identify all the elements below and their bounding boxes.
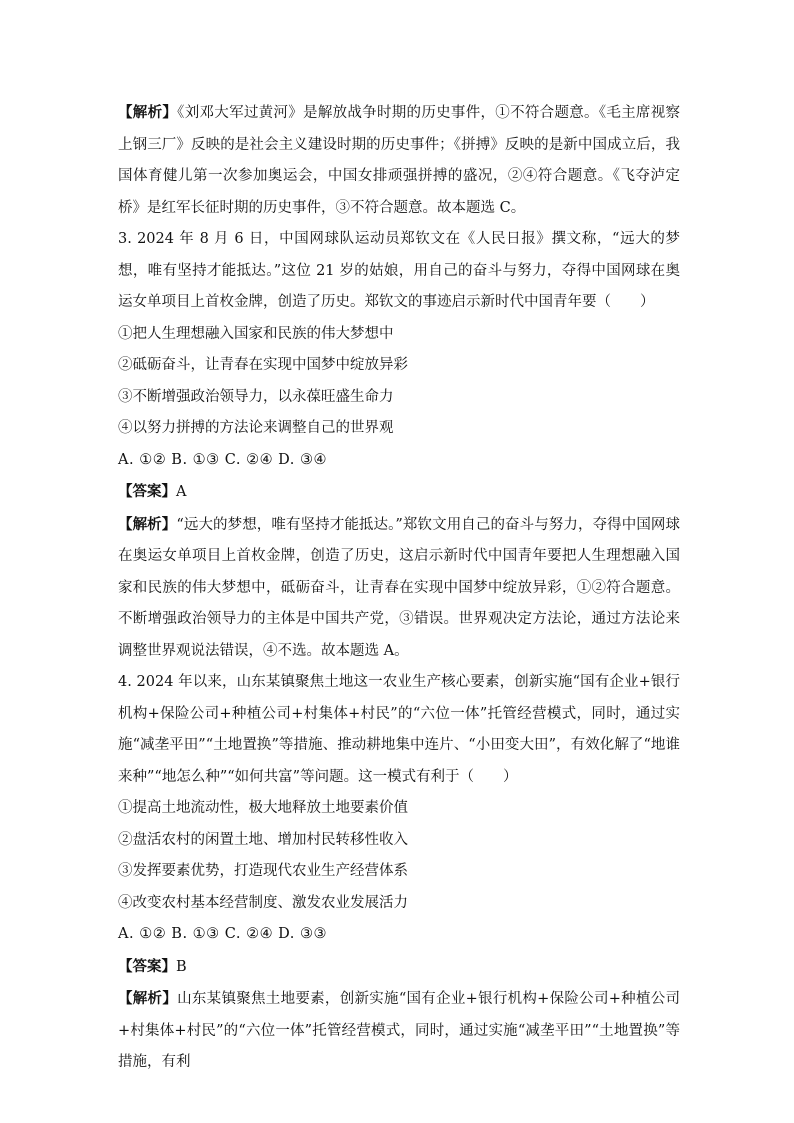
q4-choices: A. ①② B. ①③ C. ②④ D. ③③ (118, 926, 328, 942)
answer-value: B (176, 958, 187, 975)
answer-value: A (176, 484, 187, 500)
q3-analysis (118, 509, 680, 668)
q4-option-1: ①提高土地流动性，极大地释放土地要素价值 (118, 800, 408, 816)
q3-option-1: ①把人生理想融入国家和民族的伟大梦想中 (118, 325, 394, 342)
analysis-q2 (118, 97, 680, 224)
answer-tag: 【答案】 (118, 957, 176, 975)
q3-option-4: ④以努力拼搏的方法论来调整自己的世界观 (118, 420, 394, 436)
answer-tag: 【答案】 (118, 483, 176, 500)
analysis-text: “远大的梦想，唯有坚持才能抵达。”郑钦文用自己的奋斗与努力，夺得中国网球在奥运女单项目上首枚金牌，创造了历史，这启示新时代中国青年要把人生理想融入国家和民族的伟大梦想中，砥砺奋斗，让青春在实现中国梦中绽放异彩，①②符合题意。不断增强政治领导力的主体是中国共产党，③错误。世界观决定方法论，通过方法论来调整世界观说法错误，④不选。故本题选 A。 (118, 516, 681, 659)
q3-option-3: ③不断增强政治领导力，以永葆旺盛生命力 (118, 388, 394, 405)
q4-option-4: ④改变农村基本经营制度、激发农业发展活力 (118, 894, 408, 911)
document-page (118, 97, 680, 1079)
analysis-tag: 【解析】 (118, 104, 178, 121)
q4-analysis (118, 983, 680, 1079)
q3-choices: A. ①② B. ①③ C. ②④ D. ③④ (118, 451, 328, 468)
analysis-tag: 【解析】 (118, 990, 178, 1007)
q4-answer (118, 951, 680, 984)
analysis-text: 《刘邓大军过黄河》是解放战争时期的历史事件，①不符合题意。《毛主席视察上钢三厂》反映的是社会主义建设时期的历史事件；《拼搏》反映的是新中国成立后，我国体育健儿第一次参加奥运会，中国女排顽强拼搏的盛况，②④符合题意。《飞夺泸定桥》是红军长征时期的历史事件，③不符合题意。故本题选 C。 (118, 105, 681, 216)
question-4-stem: 4. 2024 年以来，山东某镇聚焦土地这一农业生产核心要素，创新实施“国有企业+银行机构+保险公司+种植公司+村集体+村民”的“六位一体”托管经营模式，同时，通过实施“减垄平田”“土地置换”等措施、推动耕地集中连片、“小田变大田”，有效化解了“地谁来种”“地怎么种”“如何共富”等问题。这一模式有利于（ ） (118, 674, 680, 785)
q4-option-2: ②盘活农村的闲置土地、增加村民转移性收入 (118, 831, 408, 848)
analysis-tag: 【解析】 (118, 515, 177, 533)
q4-option-3: ③发挥要素优势，打造现代农业生产经营体系 (118, 863, 408, 879)
analysis-text: 山东某镇聚焦土地要素，创新实施“国有企业+银行机构+保险公司+种植公司+村集体+村民”的“六位一体”托管经营模式，同时，通过实施“减垄平田”“土地置换”等措施，有利 (118, 991, 681, 1070)
q3-option-2: ②砥砺奋斗，让青春在实现中国梦中绽放异彩 (118, 357, 408, 373)
question-3-stem: 3. 2024 年 8 月 6 日，中国网球队运动员郑钦文在《人民日报》撰文称，“远大的梦想，唯有坚持才能抵达。”这位 21 岁的姑娘，用自己的奋斗与努力，夺得中国网球在奥运女单项目上首枚金牌，创造了历史。郑钦文的事迹启示新时代中国青年要（ ） (118, 231, 680, 310)
q3-answer (118, 476, 680, 509)
